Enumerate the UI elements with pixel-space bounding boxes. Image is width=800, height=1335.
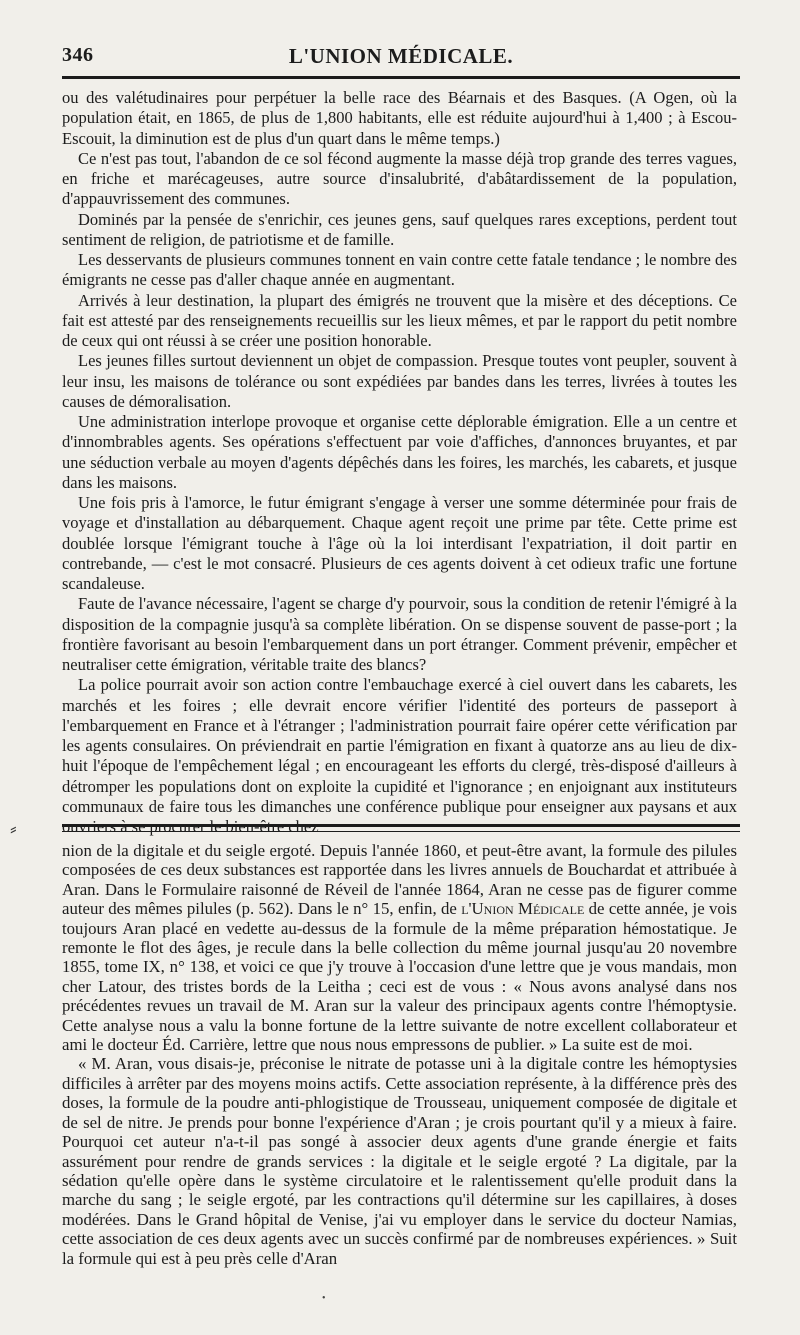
header-rule [62,76,740,79]
paragraph-text: de cette année, je vois toujours Aran placé en vedette au-dessus de la formule de la même préparation hémostatique. Je remonte le flot des âges, je recule dans la belle collection du même journal jusqu'au 20 novembre 1855, tome IX, n° 138, et voici ce que j'y trouve à l'occasion d'une lettre que je vous mandais, mon cher Latour, des tristes bords de la Leitha ; ceci est de vous : « Nous avons analysé dans nos précédentes revues un travail de M. Aran sur la valeur des principaux agents contre l'hémoptysie. Cette analyse nous a valu la bonne fortune de la lettre suivante de notre excellent collaborateur et ami le docteur Éd. Carrière, lettre que nous nous empressons de publier. » La suite est de moi. [62,899,737,1055]
section-rule-top [62,824,740,827]
paragraph: Une fois pris à l'amorce, le futur émigrant s'engage à verser une somme déterminée pour frais de voyage et d'installation au débarquement. Chaque agent reçoit une prime par tête. Cette prime est doublée lorsque l'émigrant touche à l'âge où la loi interdisant l'expatriation, il doit partir en contrebande, — c'est le mot consacré. Plusieurs de ces agents doivent à cet odieux trafic une fortune scandaleuse. [62,493,737,593]
paragraph: Arrivés à leur destination, la plupart des émigrés ne trouvent que la misère et des déceptions. Ce fait est attesté par des renseignements recueillis sur les lieux mêmes, et par le rapport du petit nombre de ceux qui ont réussi à se créer une position honorable. [62,290,737,350]
paragraph: Faute de l'avance nécessaire, l'agent se charge d'y pourvoir, sous la condition de retenir l'émigré à la disposition de la compagnie jusqu'à sa complète libération. On se dispense souvent de passe-port ; la frontière favorisant au besoin l'embarquement dans un port étranger. Comment prévenir, empêcher et neutraliser cette émigration, véritable traite des blancs? [62,594,737,674]
paragraph: Ce n'est pas tout, l'abandon de ce sol fécond augmente la masse déjà trop grande des terres vagues, en friche et marécageuses, autre source d'insalubrité, d'abâtardissement de la population, d'appauvrissement des communes. [62,148,737,209]
paragraph: ou des valétudinaires pour perpétuer la belle race des Béarnais et des Basques. (A Ogen, où la population était, en 1865, de plus de 1,800 habitants, elle est réduite aujourd'hui à 1,400 ; à Escou-Escouit, la diminution est de plus d'un quart dans le même temps.) [62,88,737,148]
paragraph: « M. Aran, vous disais-je, préconise le nitrate de potasse uni à la digitale contre les hémoptysies difficiles à arrêter par des moyens moins actifs. Cette association représente, à la différence près des doses, la formule de la poudre anti-phlogistique de Trousseau, uniquement composée de digitale et de sel de nitre. Je prends pour bonne l'expérience d'Aran ; je crois pourtant qu'il y a mieux à faire. Pourquoi cet auteur n'a-t-il pas songé à associer deux agents d'une grande énergie et faits assurément pour rendre de grands services : la digitale et le seigle ergoté ? La digitale, par la sédation qu'elle opère dans le système circulatoire et le ralentissement qu'elle produit dans la marche du sang ; le seigle ergoté, par les contractions qu'il détermine sur les capillaires, à doses modérées. Dans le Grand hôpital de Venise, j'ai vu employer dans le service du docteur Namias, cette association de ces deux agents avec un succès confirmé par de nombreuses expériences. » Suit la formule qui est à peu près celle d'Aran [62,1054,737,1268]
paragraph: Les jeunes filles surtout deviennent un objet de compassion. Presque toutes vont peupler, souvent à leur insu, les maisons de tolérance ou sont expédiées par bandes dans les terres, livrées à toutes les causes de démoralisation. [62,351,737,411]
upper-article-text [62,88,737,837]
journal-name: l'Union Médicale [461,899,585,919]
feuilleton-text [62,841,737,1268]
running-title: L'UNION MÉDICALE. [288,44,514,68]
paragraph [62,841,737,1054]
page-number: 346 [62,44,94,66]
paragraph: La police pourrait avoir son action contre l'embauchage exercé à ciel ouvert dans les cabarets, les marchés et les foires ; elle devrait encore vérifier l'identité des porteurs de passeport à l'embarquement en France et à l'étranger ; l'administration pourrait faire opérer cette vérification par les agents consulaires. On préviendrait en partie l'émigration en fixant à quatorze ans au lieu de dix-huit l'époque de l'empêchement légal ; en encourageant les efforts du clergé, très-disposé d'ailleurs à détromper les populations dont on exploite la cupidité et l'ignorance ; en enjoignant aux instituteurs communaux de faire tous les dimanches une conférence publique pour enseigner aux paysans et aux [62,675,737,816]
margin-mark: ⸗ [10,818,17,840]
section-rule-bottom [62,831,740,832]
paragraph: Les desservants de plusieurs communes tonnent en vain contre cette fatale tendance ; le nombre des émigrants ne cesse pas d'aller chaque année en augmentant. [62,250,737,290]
paragraph-text: nion de la digitale et du seigle ergoté. Depuis l'année 1860, et peut-être avant, la formule des pilules composées de ces deux substances est rapportée dans les livres annuels de Bouchardat et attribuée à Aran. Dans le Formulaire raisonné de Réveil de l'année 1864, Aran ne cesse pas de figurer comme auteur des mêmes pilules (p. 562). Dans le n° 15, enfin, de [62,841,737,919]
footer-dot: • [322,1293,326,1304]
page-header [62,44,740,74]
paragraph: Une administration interlope provoque et organise cette déplorable émigration. Elle a un centre et d'innombrables agents. Ses opérations s'effectuent par voie d'affiches, d'annonces bruyantes, et par une séduction verbale au moyen d'agents dépêchés dans les foires, les marchés, les cabarets, et jusque dans les maisons. [62,412,737,492]
paragraph: Dominés par la pensée de s'enrichir, ces jeunes gens, sauf quelques rares exceptions, perdent tout sentiment de religion, de patriotisme et de famille. [62,209,737,249]
